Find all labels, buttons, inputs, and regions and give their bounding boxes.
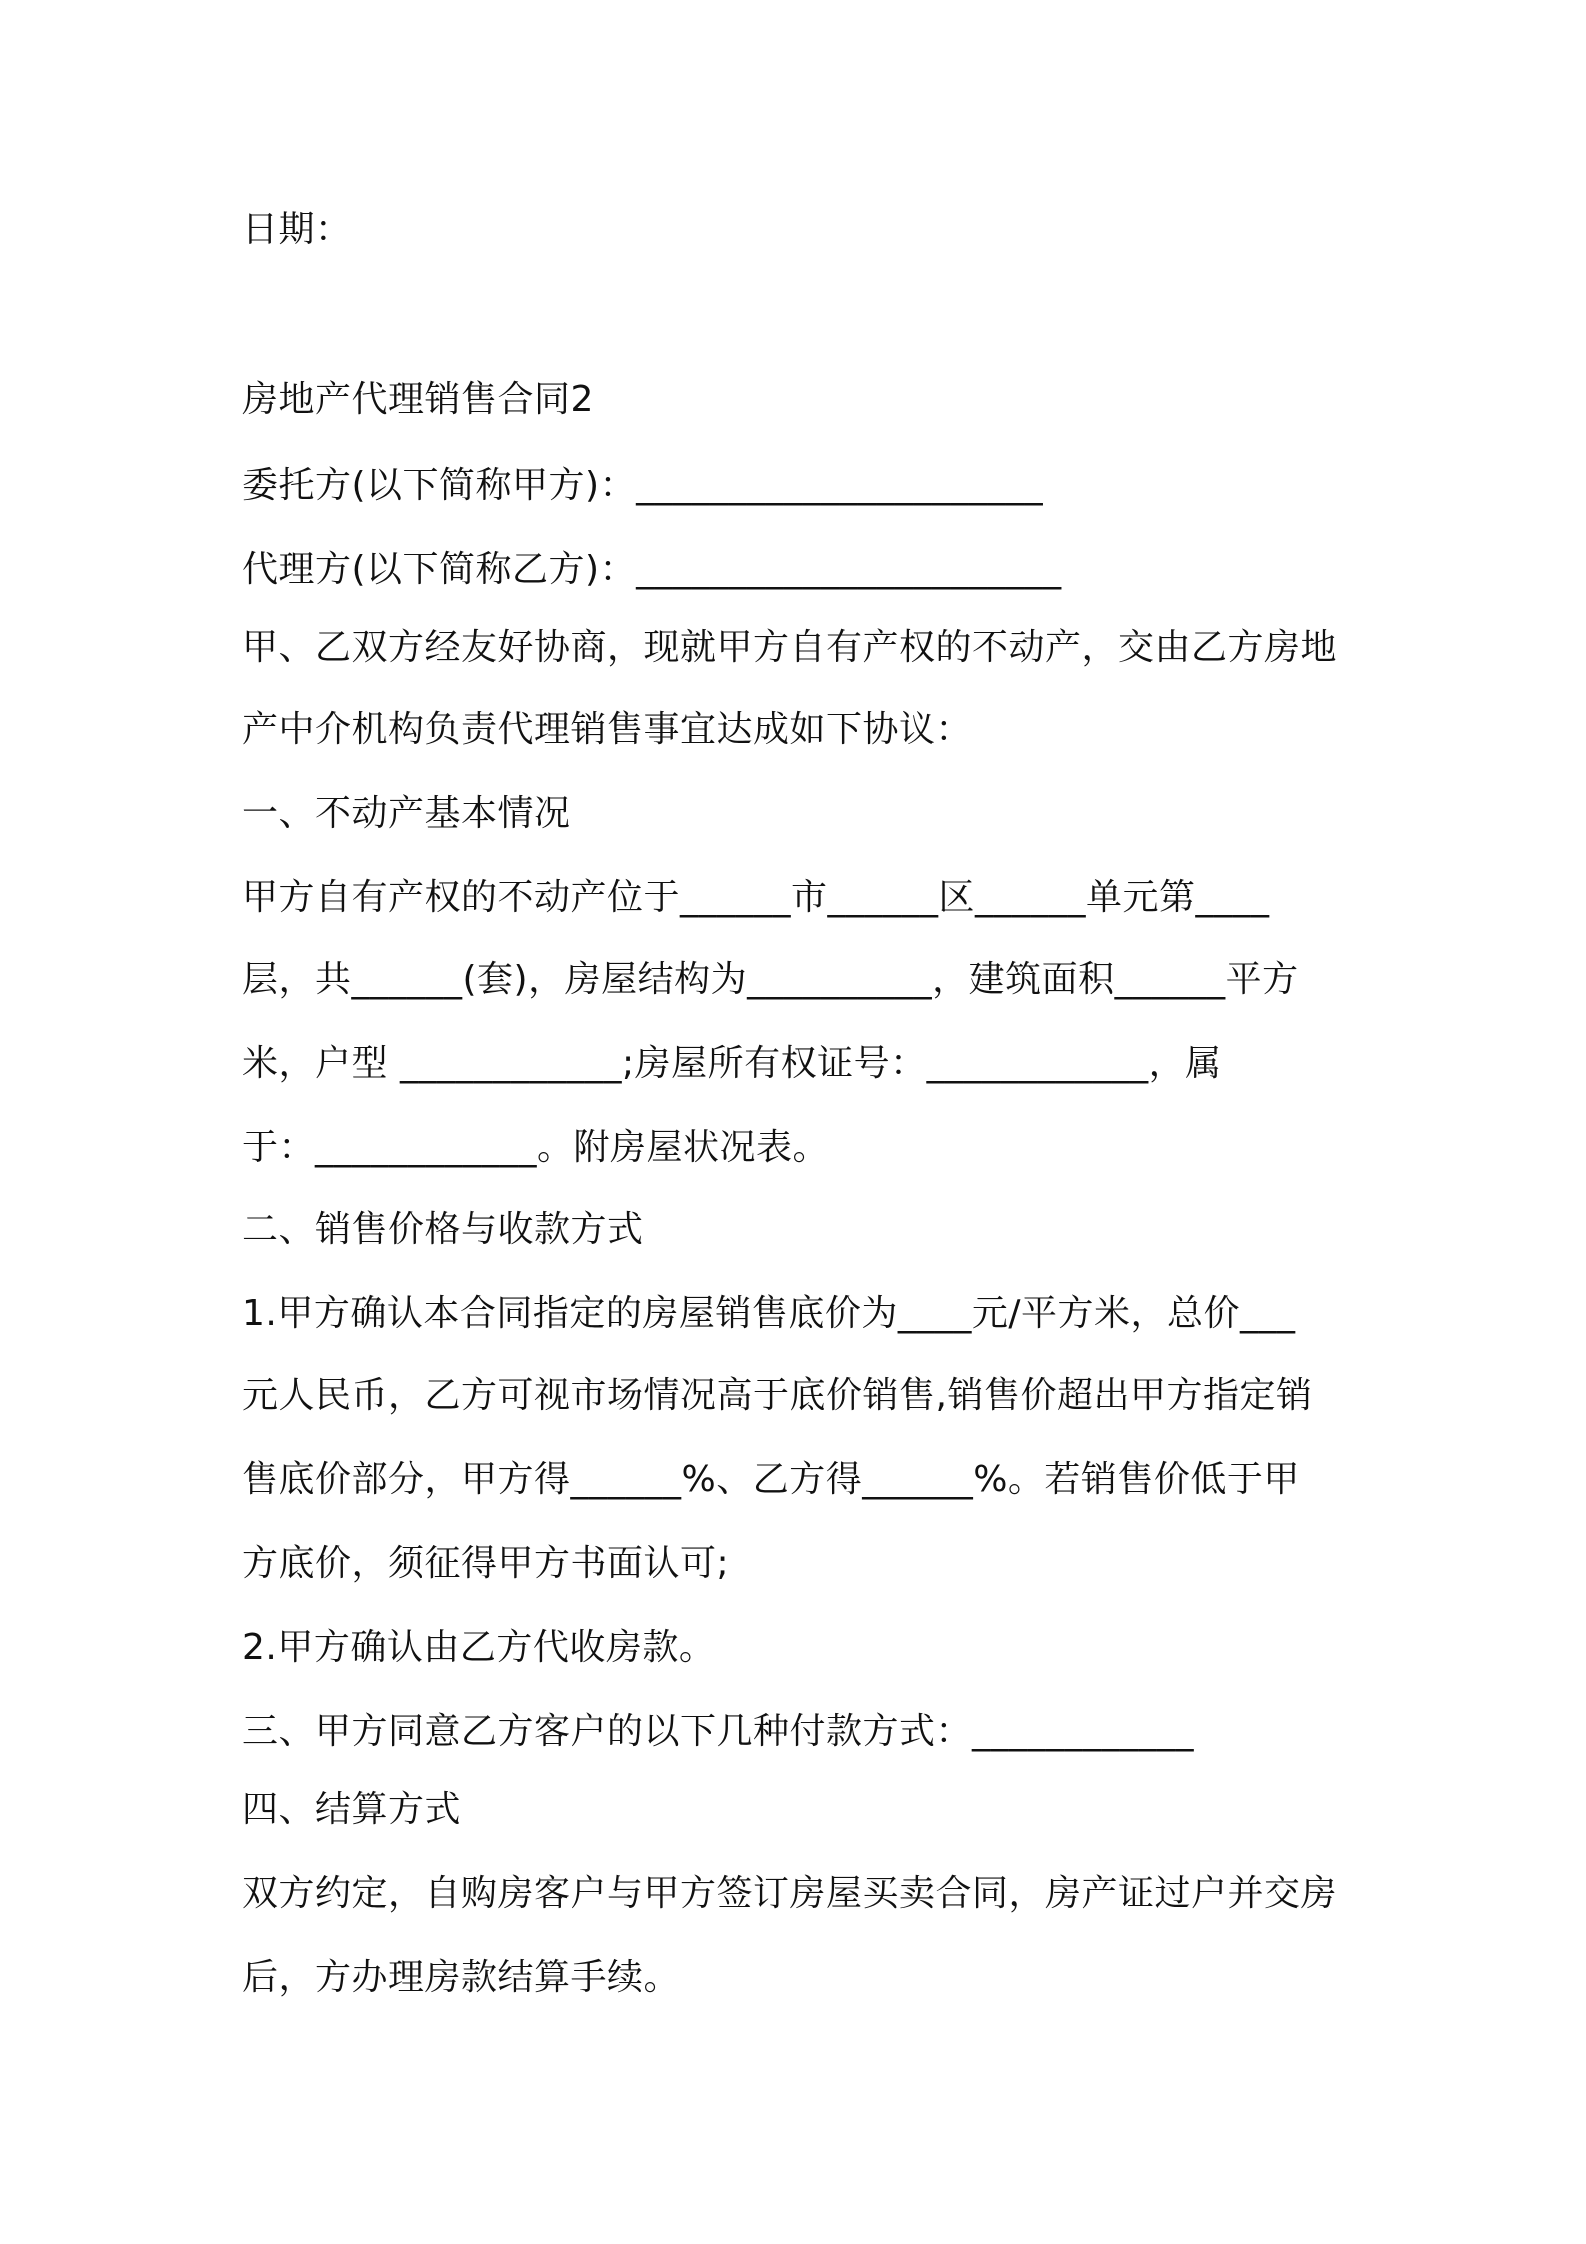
section-4-line-1: 双方约定，自购房客户与甲方签订房屋买卖合同，房产证过户并交房 xyxy=(242,1873,1338,1914)
section-1-line-4: 于：____________。附房屋状况表。 xyxy=(242,1127,830,1168)
section-1-heading: 一、不动产基本情况 xyxy=(242,793,571,834)
agent-line: 代理方(以下简称乙方)：_______________________ xyxy=(242,549,1062,590)
section-2-line-4: 方底价，须征得甲方书面认可; xyxy=(242,1543,730,1584)
intro-line-1: 甲、乙双方经友好协商，现就甲方自有产权的不动产，交由乙方房地 xyxy=(242,627,1338,668)
section-1-line-2: 层，共______(套)，房屋结构为__________，建筑面积______平方 xyxy=(242,959,1299,1000)
section-2-line-5: 2.甲方确认由乙方代收房款。 xyxy=(242,1627,716,1668)
section-1-line-1: 甲方自有产权的不动产位于______市______区______单元第____ xyxy=(242,877,1270,918)
section-2-line-1: 1.甲方确认本合同指定的房屋销售底价为____元/平方米，总价___ xyxy=(242,1293,1296,1334)
section-2-heading: 二、销售价格与收款方式 xyxy=(242,1209,644,1250)
section-2-line-2: 元人民币，乙方可视市场情况高于底价销售,销售价超出甲方指定销 xyxy=(242,1375,1313,1416)
intro-line-2: 产中介机构负责代理销售事宜达成如下协议： xyxy=(242,709,973,750)
section-4-line-2: 后，方办理房款结算手续。 xyxy=(242,1957,681,1998)
section-4-heading: 四、结算方式 xyxy=(242,1789,462,1830)
section-3-heading: 三、甲方同意乙方客户的以下几种付款方式：____________ xyxy=(242,1711,1195,1752)
document-title: 房地产代理销售合同2 xyxy=(242,379,594,420)
section-2-line-3: 售底价部分，甲方得______%、乙方得______%。若销售价低于甲 xyxy=(242,1459,1300,1500)
client-line: 委托方(以下简称甲方)：______________________ xyxy=(242,465,1044,506)
section-1-line-3: 米，户型 ____________;房屋所有权证号：____________，属 xyxy=(242,1043,1222,1084)
date-label: 日期： xyxy=(242,209,352,250)
